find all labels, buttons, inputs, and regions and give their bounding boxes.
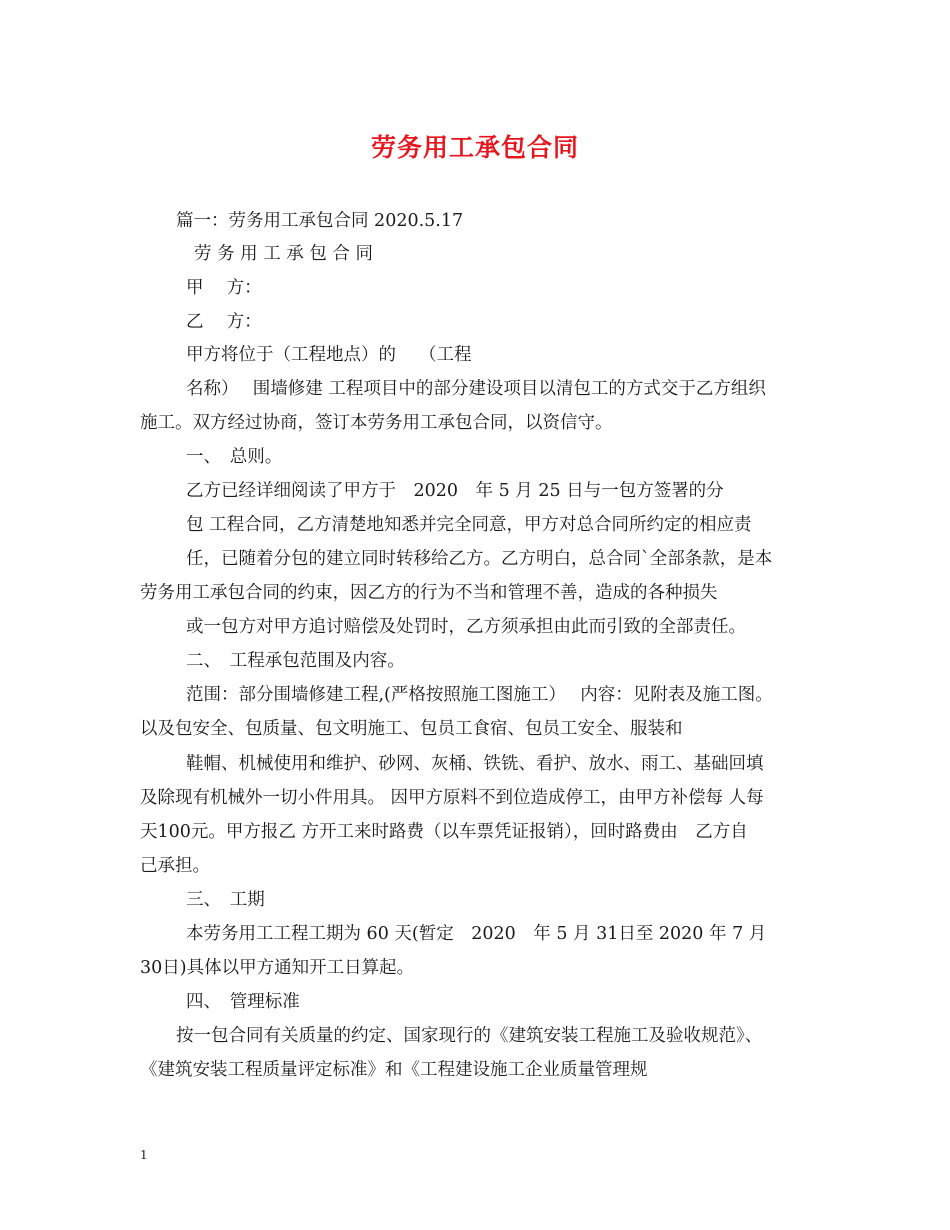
text-line: 范围：部分围墙修建工程,(严格按照施工图施工） 内容：见附表及施工图。 — [186, 685, 773, 705]
text-line: 或一包方对甲方追讨赔偿及处罚时，乙方须承担由此而引致的全部责任。 — [186, 617, 746, 637]
text-line: 二、 工程承包范围及内容。 — [186, 651, 405, 671]
text-line: 天100元。甲方报乙 方开工来时路费（以车票凭证报销），回时路费由 乙方自 — [140, 822, 748, 842]
text-line: 四、 管理标准 — [186, 992, 300, 1012]
text-line: 鞋帽、机械使用和维护、砂网、灰桶、铁铣、看护、放水、雨工、基础回填 — [186, 754, 764, 774]
text-line: 甲 方： — [186, 278, 262, 298]
text-line: 30日)具体以甲方通知开工日算起。 — [140, 958, 415, 978]
text-line: 及除现有机械外一切小件用具。 因甲方原料不到位造成停工，由甲方补偿每 人每 — [140, 788, 764, 808]
text-line: 三、 工期 — [186, 890, 265, 910]
text-line: 乙 方： — [186, 312, 262, 332]
text-line: 劳 务 用 工 承 包 合 同 — [194, 244, 373, 264]
text-line: 乙方已经详细阅读了甲方于 2020 年 5 月 25 日与一包方签署的分 — [186, 481, 724, 501]
document-title: 劳务用工承包合同 — [370, 133, 579, 162]
text-line: 任，已随着分包的建立同时转移给乙方。乙方明白，总合同`全部条款，是本 — [186, 549, 773, 569]
text-line: 甲方将位于（工程地点）的 （工程 — [186, 345, 472, 365]
text-line: 本劳务用工工程工期为 60 天(暂定 2020 年 5 月 31日至 2020 年 7 月 — [186, 924, 767, 944]
text-line: 包 工程合同，乙方清楚地知悉并完全同意，甲方对总合同所约定的相应责 — [186, 515, 752, 535]
text-line: 《建筑安装工程质量评定标准》和《工程建设施工企业质量管理规 — [140, 1060, 648, 1080]
text-line: 篇一：劳务用工承包合同 2020.5.17 — [176, 211, 464, 231]
text-line: 劳务用工承包合同的约束，因乙方的行为不当和管理不善，造成的各种损失 — [140, 583, 718, 603]
text-line: 一、 总则。 — [186, 447, 283, 467]
text-line: 施工。双方经过协商，签订本劳务用工承包合同，以资信守。 — [140, 413, 613, 433]
text-line: 名称） 围墙修建 工程项目中的部分建设项目以清包工的方式交于乙方组织 — [186, 379, 766, 399]
text-line: 以及包安全、包质量、包文明施工、包员工食宿、包员工安全、服装和 — [140, 719, 683, 739]
text-line: 己承担。 — [140, 856, 210, 876]
text-line: 按一包合同有关质量的约定、国家现行的《建筑安装工程施工及验收规范》、 — [176, 1026, 763, 1046]
page-number: 1 — [140, 1148, 148, 1162]
